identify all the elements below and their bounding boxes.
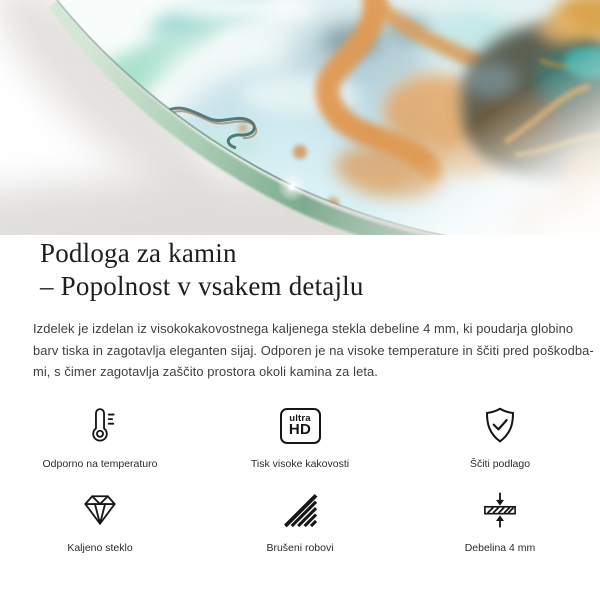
feature-label: Ščiti podlago <box>469 457 531 470</box>
feature-temperature-resistant <box>0 404 200 471</box>
title-line-1: Podloga za kamin <box>40 238 237 268</box>
ultra-hd-icon-text-top: ultra <box>289 413 311 424</box>
description-line-3: mi, s čimer zagotavlja zaščito prostora okoli kamina za leta. <box>33 364 378 379</box>
glass-pad-photo <box>0 0 600 235</box>
page-title <box>40 237 600 303</box>
feature-label: Brušeni robovi <box>266 541 334 554</box>
feature-label: Debelina 4 mm <box>464 541 536 554</box>
feature-grid <box>0 404 600 555</box>
feature-thickness <box>400 488 600 555</box>
feature-label: Tisk visoke kakovosti <box>250 457 350 470</box>
product-image <box>0 0 600 235</box>
feature-print-quality <box>200 404 400 471</box>
feature-label: Odporno na temperaturo <box>42 457 158 470</box>
ultra-hd-icon-text-bottom: HD <box>288 421 312 438</box>
product-description <box>33 318 600 383</box>
description-line-1: Izdelek je izdelan iz visokokakovostnega kaljenega stekla debeline 4 mm, ki poudarja globino <box>33 321 574 336</box>
diamond-icon <box>72 488 128 532</box>
shield-check-icon <box>472 404 528 448</box>
description-line-2: barv tiska in zagotavlja eleganten sijaj. Odporen je na visoke temperature in ščiti pred poškodba- <box>33 342 594 358</box>
thermometer-icon <box>72 404 128 448</box>
title-line-2: – Popolnost v vsakem detajlu <box>40 271 364 301</box>
feature-tempered-glass <box>0 488 200 555</box>
feature-protects-surface <box>400 404 600 471</box>
feature-label: Kaljeno steklo <box>67 541 133 554</box>
thickness-icon <box>472 488 528 532</box>
ultra-hd-icon <box>272 404 328 448</box>
polished-edges-icon <box>272 488 328 532</box>
feature-polished-edges <box>200 488 400 555</box>
